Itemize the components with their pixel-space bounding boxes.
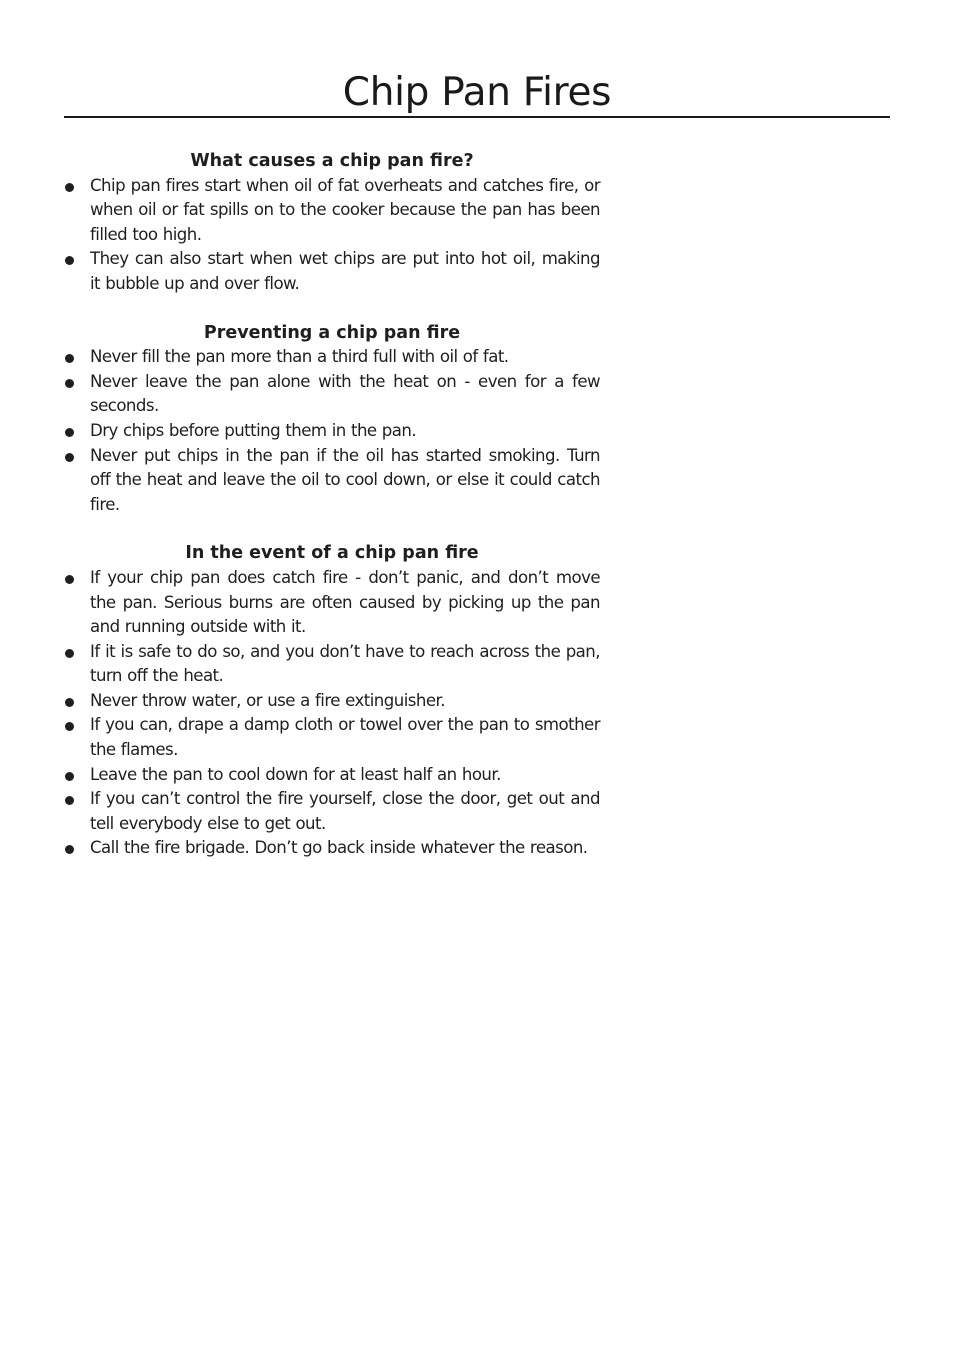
list-item-text: If your chip pan does catch fire - don’t panic, and don’t move the pan. Serious burns are often caused by picking up the pan and running outside with it.: [90, 567, 600, 637]
list-item: [64, 763, 600, 788]
list-item: [64, 444, 600, 518]
section-heading: What causes a chip pan fire?: [190, 151, 474, 171]
section-in-the-event: [64, 541, 600, 861]
bullet-list: [64, 566, 600, 861]
list-item-text: Never fill the pan more than a third full with oil of fat.: [90, 347, 509, 367]
section-causes: [64, 149, 600, 297]
list-item: [64, 640, 600, 689]
bullet-icon: [65, 354, 74, 363]
list-item-text: Never throw water, or use a fire extinguisher.: [90, 690, 445, 710]
bullet-icon: [65, 379, 74, 388]
bullet-icon: [65, 649, 74, 658]
list-item: [64, 713, 600, 762]
bullet-icon: [65, 845, 74, 854]
list-item-text: Never leave the pan alone with the heat on - even for a few seconds.: [90, 371, 600, 416]
list-item: [64, 566, 600, 640]
bullet-icon: [65, 722, 74, 731]
list-item: [64, 419, 600, 444]
list-item-text: Leave the pan to cool down for at least half an hour.: [90, 764, 501, 784]
bullet-icon: [65, 256, 74, 265]
list-item-text: Call the fire brigade. Don’t go back inside whatever the reason.: [90, 838, 588, 858]
list-item: [64, 247, 600, 296]
list-item-text: Dry chips before putting them in the pan.: [90, 420, 417, 440]
list-item: [64, 787, 600, 836]
list-item: [64, 345, 600, 370]
bullet-icon: [65, 453, 74, 462]
content-column: [64, 149, 600, 885]
list-item: [64, 370, 600, 419]
list-item-text: If you can, drape a damp cloth or towel over the pan to smother the flames.: [90, 715, 600, 760]
section-preventing: [64, 321, 600, 518]
bullet-icon: [65, 772, 74, 781]
bullet-list: [64, 174, 600, 297]
list-item-text: If you can’t control the fire yourself, close the door, get out and tell everybody else to get out.: [90, 789, 600, 833]
bullet-icon: [65, 183, 74, 192]
list-item: [64, 689, 600, 714]
title-bar: [64, 66, 890, 118]
list-item-text: Never put chips in the pan if the oil has started smoking. Turn off the heat and leave the oil to cool down, or else it could catch fire.: [90, 445, 600, 514]
bullet-icon: [65, 428, 74, 437]
bullet-icon: [65, 698, 74, 707]
list-item-text: Chip pan fires start when oil of fat overheats and catches fire, or when oil or fat spills on to the cooker because the pan has been filled too high.: [90, 175, 600, 244]
section-heading: In the event of a chip pan fire: [185, 543, 479, 564]
bullet-list: [64, 345, 600, 517]
page-title: Chip Pan Fires: [342, 70, 612, 115]
list-item-text: They can also start when wet chips are put into hot oil, making it bubble up and over flow.: [90, 249, 600, 293]
list-item: [64, 836, 600, 861]
list-item: [64, 174, 600, 248]
bullet-icon: [65, 575, 74, 584]
bullet-icon: [65, 796, 74, 805]
list-item-text: If it is safe to do so, and you don’t have to reach across the pan, turn off the heat.: [90, 641, 600, 686]
section-heading: Preventing a chip pan fire: [203, 322, 461, 343]
